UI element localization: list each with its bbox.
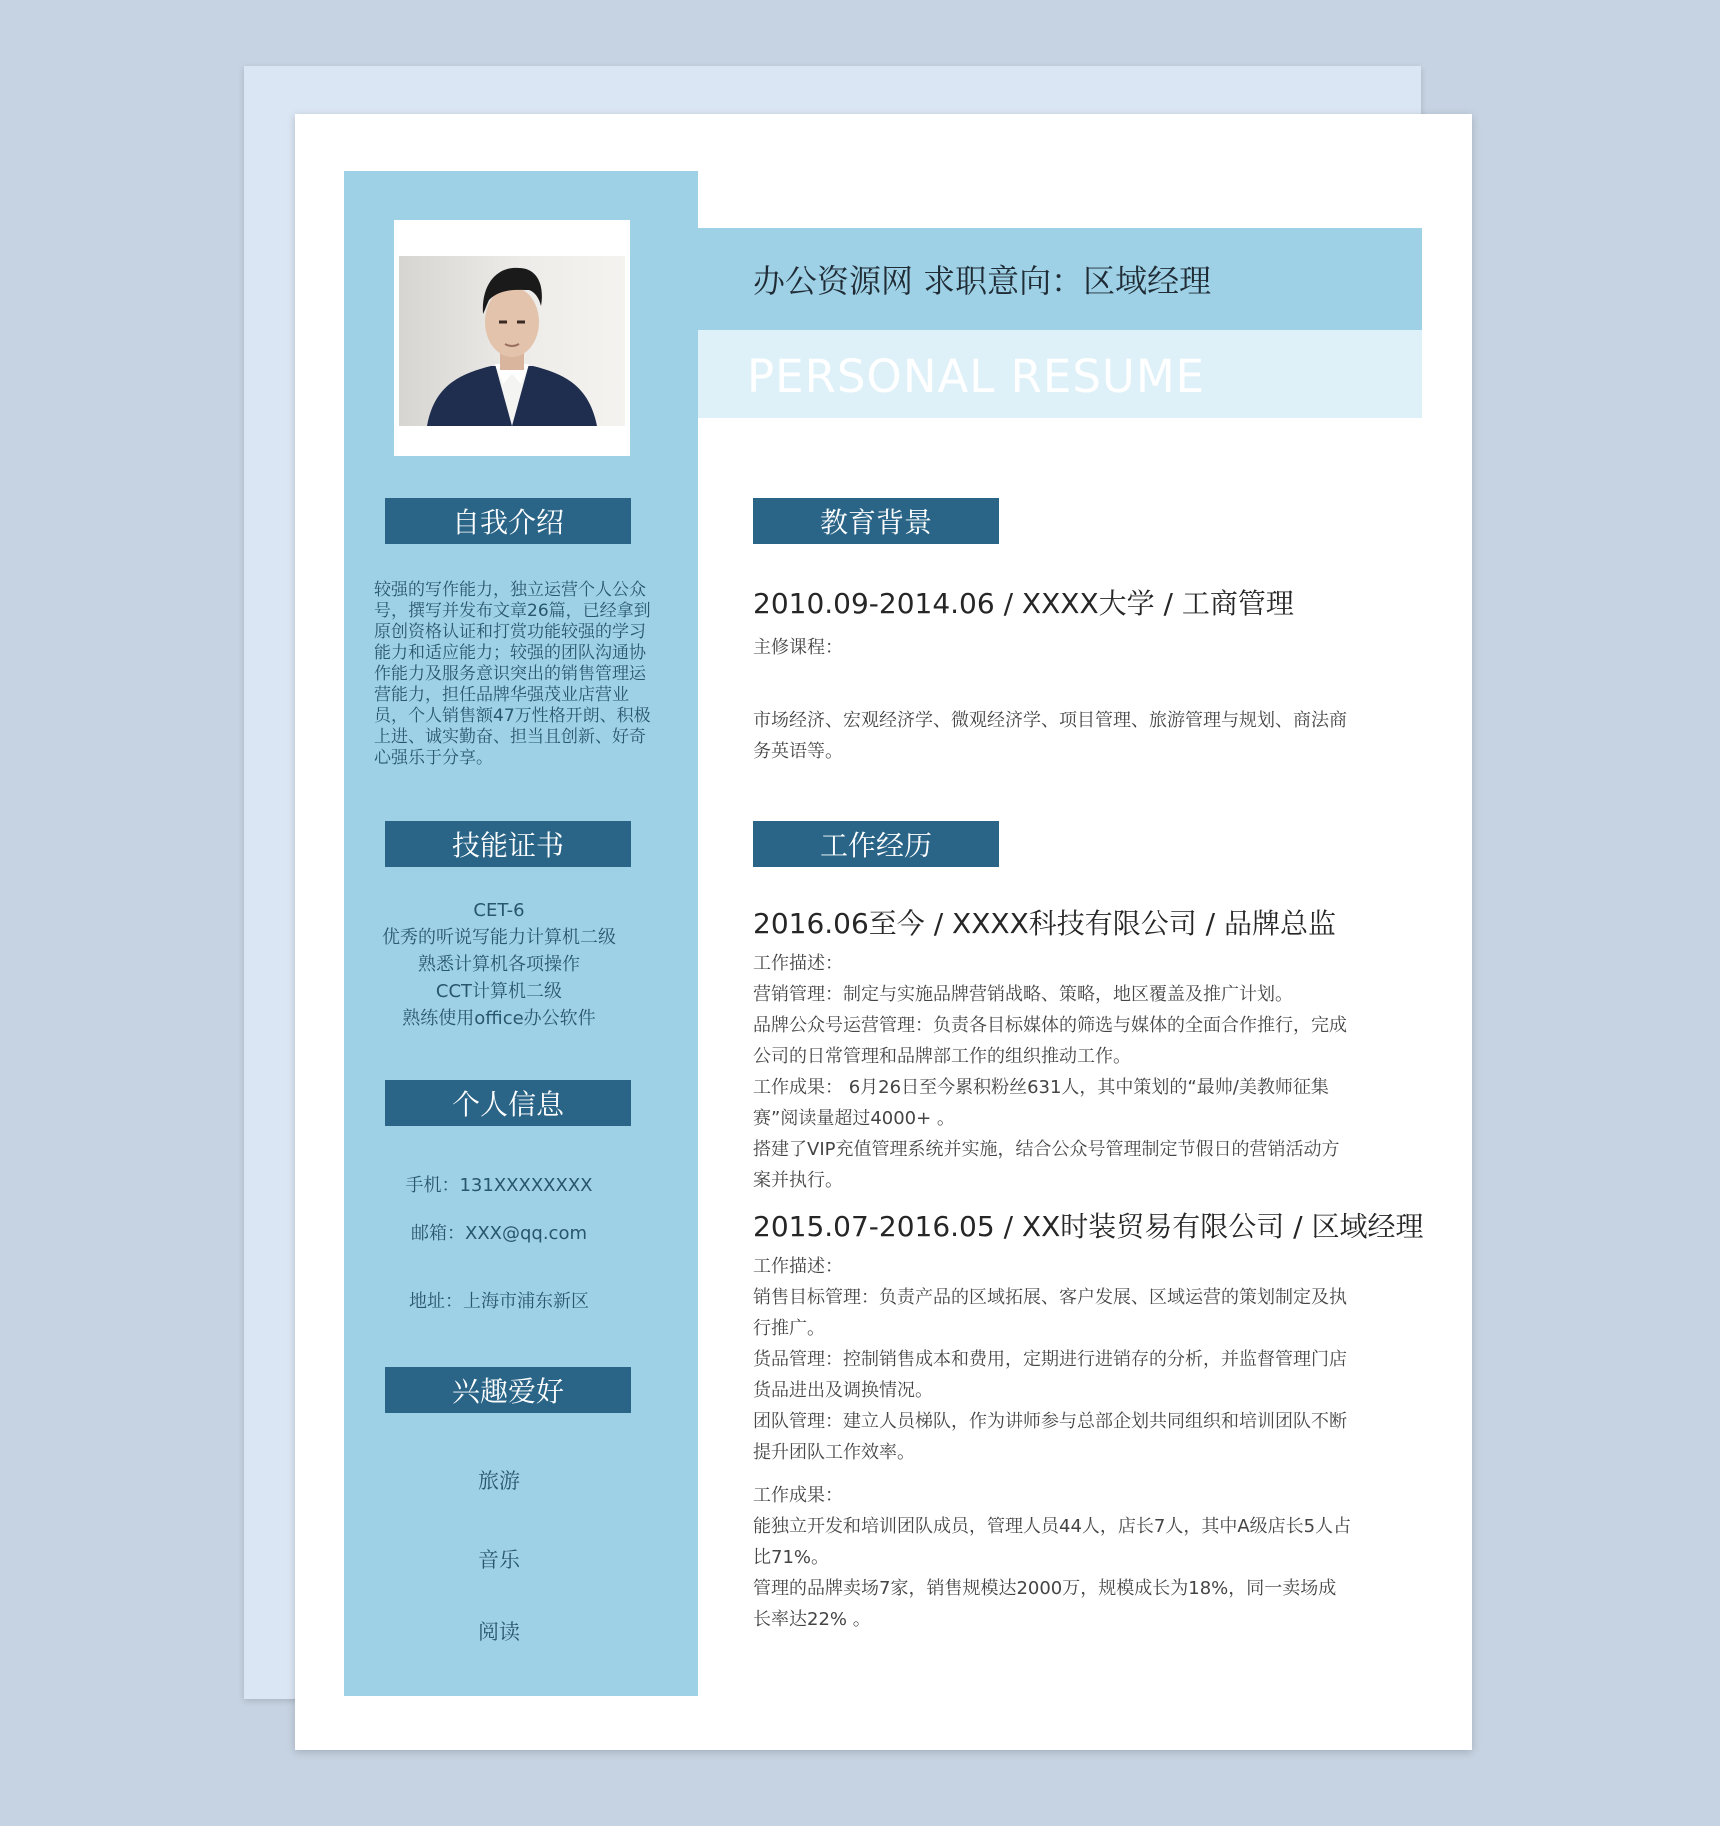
portrait-illustration (399, 256, 625, 426)
title-band (698, 228, 1422, 330)
address-info: 地址：上海市浦东新区 (409, 1291, 589, 1312)
resume-title: 办公资源网 求职意向：区域经理 (753, 262, 1212, 300)
job-result-line: 搭建了VIP充值管理系统并实施，结合公众号管理制定节假日的营销活动方案并执行。 (753, 1139, 1340, 1191)
job-entry-1 (753, 902, 1353, 1196)
skills-heading: 技能证书 (385, 821, 631, 867)
skills-list (344, 897, 654, 1032)
skill-item: CET-6 (473, 900, 525, 921)
job-title: 2016.06至今 / XXXX科技有限公司 / 品牌总监 (753, 907, 1336, 940)
skill-item: 熟练使用office办公软件 (402, 1008, 596, 1029)
job-result-line: 管理的品牌卖场7家，销售规模达2000万，规模成长为18%，同一卖场成长率达22% 。 (753, 1578, 1337, 1630)
self-intro-text: 较强的写作能力，独立运营个人公众号，撰写并发布文章26篇，已经拿到原创资格认证和打赏功能较强的学习能力和适应能力；较强的团队沟通协作能力及服务意识突出的销售管理运营能力，担任品牌华强茂业店营业员，个人销售额47万性格开朗、积极上进、诚实勤奋、担当且创新、好奇心强乐于分享。 (374, 580, 651, 768)
job-desc-label: 工作描述： (753, 953, 843, 974)
education-section (753, 582, 1353, 767)
job-desc-line: 销售目标管理：负责产品的区域拓展、客户发展、区域运营的策划制定及执行推广。 (753, 1287, 1347, 1339)
job-result-line: 能独立开发和培训团队成员，管理人员44人，店长7人，其中A级店长5人占比71%。 (753, 1516, 1352, 1568)
job-desc-line: 货品管理：控制销售成本和费用，定期进行进销存的分析，并监督管理门店货品进出及调换情况。 (753, 1349, 1347, 1401)
sidebar (344, 171, 698, 1696)
job-title: 2015.07-2016.05 / XX时装贸易有限公司 / 区域经理 (753, 1210, 1424, 1243)
job-result-line: 工作成果： 6月26日至今累积粉丝631人，其中策划的“最帅/美教师征集赛”阅读量超过4000+ 。 (753, 1077, 1329, 1129)
skill-item: CCT计算机二级 (435, 981, 563, 1002)
job-entry-2 (753, 1205, 1424, 1635)
job-result-label: 工作成果： (753, 1485, 843, 1506)
profile-photo (399, 256, 625, 426)
hobby-item: 阅读 (478, 1620, 520, 1644)
job-desc-label: 工作描述： (753, 1256, 843, 1277)
skill-item: 熟悉计算机各项操作 (418, 954, 580, 975)
job-desc-line: 品牌公众号运营管理：负责各目标媒体的筛选与媒体的全面合作推行，完成公司的日常管理和品牌部工作的组织推动工作。 (753, 1015, 1347, 1067)
hobby-item: 旅游 (478, 1469, 520, 1493)
hobbies-heading: 兴趣爱好 (385, 1367, 631, 1413)
subtitle-band (698, 330, 1422, 418)
education-entry: 2010.09-2014.06 / XXXX大学 / 工商管理 (753, 587, 1294, 620)
self-intro-heading: 自我介绍 (385, 498, 631, 544)
work-heading: 工作经历 (753, 821, 999, 867)
courses-text: 市场经济、宏观经济学、微观经济学、项目管理、旅游管理与规划、商法商务英语等。 (753, 710, 1347, 762)
resume-subtitle: PERSONAL RESUME (747, 350, 1206, 403)
photo-frame (394, 220, 630, 456)
phone-info: 手机：131XXXXXXXX (405, 1175, 593, 1196)
courses-label: 主修课程： (753, 637, 843, 658)
skill-item: 优秀的听说写能力计算机二级 (382, 927, 616, 948)
hobby-item: 音乐 (478, 1548, 520, 1572)
email-info: 邮箱：XXX@qq.com (410, 1223, 587, 1244)
job-desc-line: 营销管理：制定与实施品牌营销战略、策略，地区覆盖及推广计划。 (753, 984, 1293, 1005)
job-desc-line: 团队管理：建立人员梯队，作为讲师参与总部企划共同组织和培训团队不断提升团队工作效率。 (753, 1411, 1347, 1463)
education-heading: 教育背景 (753, 498, 999, 544)
personal-info-heading: 个人信息 (385, 1080, 631, 1126)
